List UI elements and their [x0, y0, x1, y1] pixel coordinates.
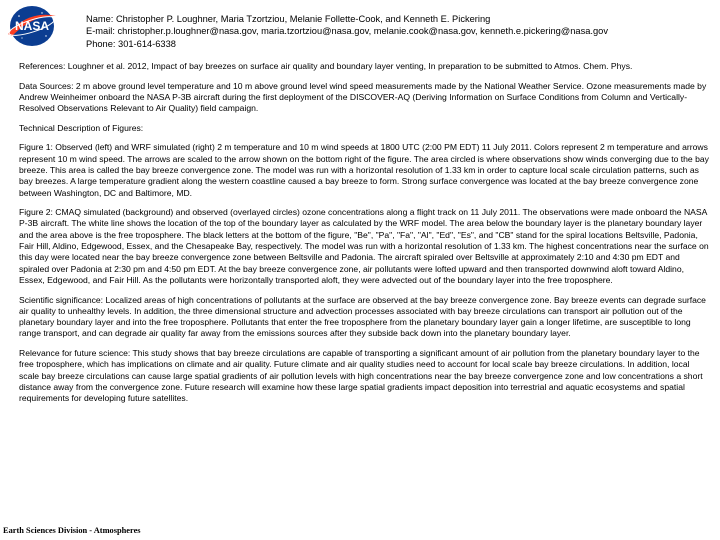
- future-relevance-paragraph: Relevance for future science: This study shows that bay breeze circulations are capable of transporting a significant amount of air pollution from the planetary boundary layer to the free troposphere, which has implications on climate and air quality. Future climate and air quality studies need to account for local scale bay breeze circulations. In addition, local scale bay breeze circulations can cause large spatial gradients of air pollution levels with high concentrations near the bay breeze convergence zone and low concentrations a short distance away from the convergence zone. Future research will examine how these large spatial gradients impact deposition into terrestrial and aquatic ecosystems and spatial requirements for developing future satellites.: [19, 348, 703, 404]
- author-emails: E-mail: christopher.p.loughner@nasa.gov, maria.tzortziou@nasa.gov, melanie.cook@nasa.gov, kenneth.e.pickering@nasa.gov: [86, 26, 608, 37]
- scientific-significance-paragraph: Scientific significance: Localized areas of high concentrations of pollutants at the surface are observed at the bay breeze convergence zone. Bay breeze events can degrade surface air quality to unhealthy levels. In addition, the three dimensional structure and advection processes associated with bay breeze circulations can transport air pollution out of the planetary boundary layer and into the free troposphere. Pollutants that enter the free troposphere from the planetary boundary layer gain a longer lifetime, are susceptible to long range transport, and can degrade air quality far away from the emissions sources after they subside back down into the planetary boundary layer.: [19, 294, 706, 339]
- document-body: [19, 61, 711, 413]
- nasa-logo-text: NASA: [14, 19, 50, 33]
- figure-2-description: Figure 2: CMAQ simulated (background) and observed (overlayed circles) ozone concentrations along a flight track on 11 July 2011. The observations were made onboard the NASA P-3B aircraft. The white line shows the location of the top of the boundary layer as calculated by the WRF model. The area below the boundary layer is the planetary boundary layer and the area above is the free troposphere. The black letters at the bottom of the figure, "Be", "Pa", "Fa", "Al", "Ed", "Es", and "CB" stand for the spiral locations Beltsville, Padonia, Fair Hill, Aldino, Edgewood, Essex, and the Chesapeake Bay, respectively. The model was run with a horizontal resolution of 1.33 km. The highest concentrations near the surface on this day were located near the bay breeze convergence zone between Beltsville and Padonia. The aircraft spiraled over Beltsville at approximately 2:10 and 4:30 pm EDT and spiraled over Padonia at 2:30 pm and 4:50 pm EDT. At the bay breeze convergence zone, air pollutants were lofted upward and then transported downwind aloft toward Aldino, Essex, Edgewood, and Fair Hill. As the pollutants were horizontally transported aloft, they were advected out of the boundary layer into the free troposphere.: [19, 207, 709, 285]
- contact-phone: Phone: 301-614-6338: [86, 38, 176, 49]
- contact-header: [86, 13, 608, 50]
- references-paragraph: References: Loughner et al. 2012, Impact of bay breezes on surface air quality and boundary layer venting, In preparation to be submitted to Atmos. Chem. Phys.: [19, 61, 633, 71]
- technical-description-heading: Technical Description of Figures:: [19, 122, 144, 133]
- figure-1-description: Figure 1: Observed (left) and WRF simulated (right) 2 m temperature and 10 m wind speeds at 1800 UTC (2:00 PM EDT) 11 July 2011. Colors represent 2 m temperature and arrows represent 10 m wind speed. The arrows are scaled to the arrow shown on the bottom right of the figure. The area circled is where observations show winds converging due to the bay breeze. This area is called the bay breeze convergence zone. The model was run with a horizontal resolution of 1.33 km in order to capture local scale circulation patterns, such as bay breezes. A large temperature gradient along the western coastline caused a bay breeze to form. Strong surface convergence was located at the bay breeze convergence zone between Washington, DC and Baltimore, MD.: [19, 142, 709, 198]
- nasa-logo: [4, 4, 60, 48]
- data-sources-paragraph: Data Sources: 2 m above ground level temperature and 10 m above ground level wind speed measurements made by the National Weather Service. Ozone measurements made by Andrew Weinheimer onboard the NASA P-3B aircraft during the first deployment of the DISCOVER-AQ (Deriving Information on Surface Conditions from Column and Vertically-Resolved Observations Relevant to Air Quality) field campaign.: [19, 80, 707, 114]
- author-names: Name: Christopher P. Loughner, Maria Tzortziou, Melanie Follette-Cook, and Kenneth E. Pickering: [86, 14, 491, 24]
- division-footer: Earth Sciences Division - Atmospheres: [3, 526, 141, 535]
